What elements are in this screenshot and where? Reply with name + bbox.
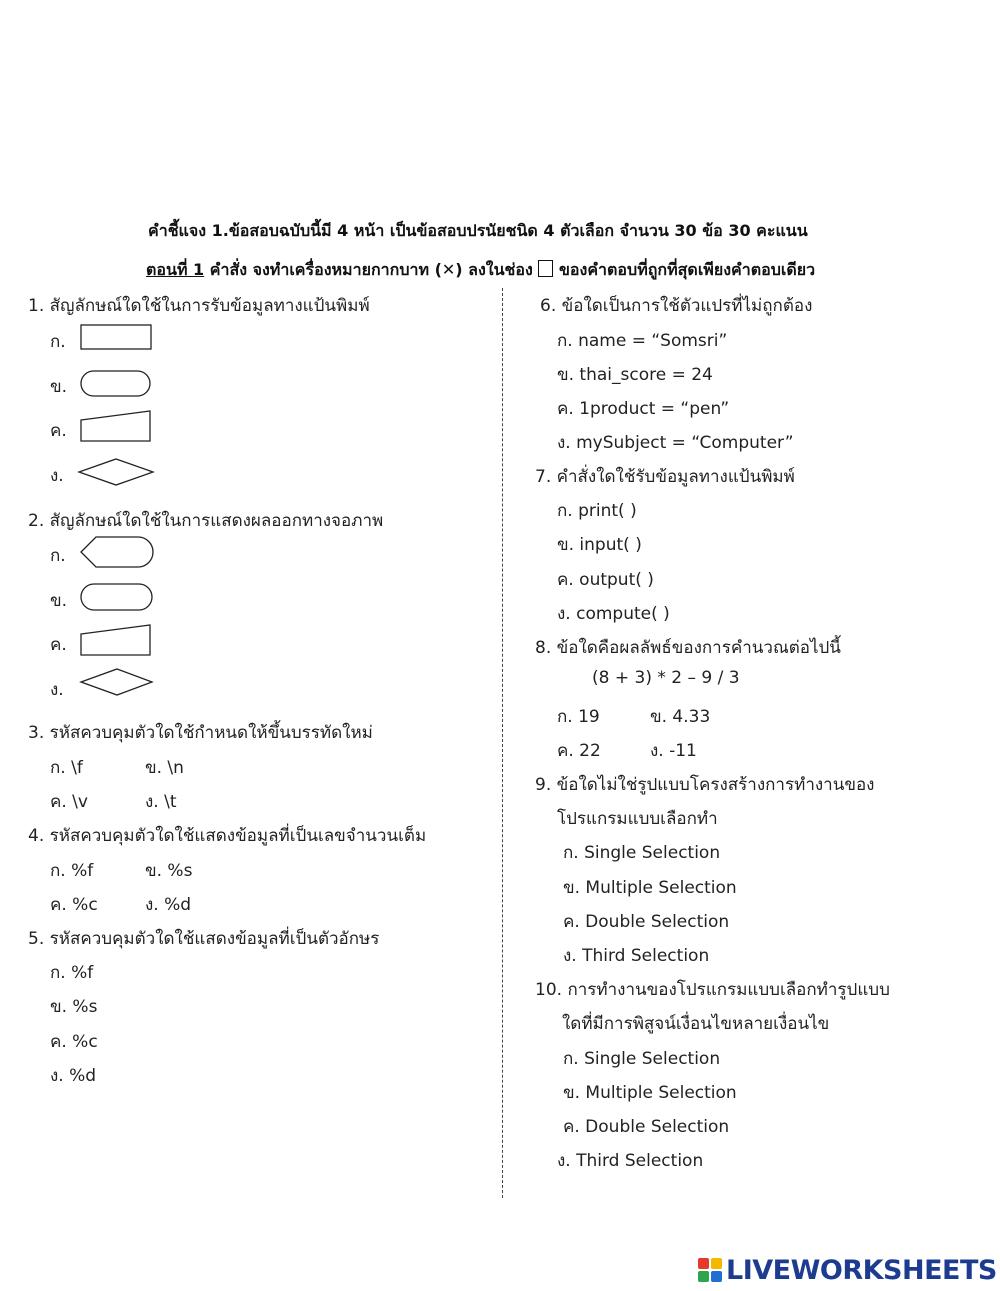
question-10-text-cont: ใดที่มีการพิสูจน์เงื่อนไขหลายเงื่อนไข <box>562 1014 830 1034</box>
logo-block <box>711 1258 722 1269</box>
q7-option-a[interactable]: ก. print( ) <box>557 501 637 521</box>
decision-diamond-icon <box>78 458 154 486</box>
question-3-text: 3. รหัสควบคุมตัวใดใช้กำหนดให้ขึ้นบรรทัดใหม่ <box>28 723 373 743</box>
decision-diamond-icon <box>80 668 154 696</box>
q2-option-b-label[interactable]: ข. <box>50 591 68 611</box>
q4-option-c[interactable]: ค. %c <box>50 895 98 915</box>
q10-option-b[interactable]: ข. Multiple Selection <box>563 1083 737 1103</box>
q10-option-d[interactable]: ง. Third Selection <box>557 1151 704 1171</box>
q2-option-c-label[interactable]: ค. <box>50 635 67 655</box>
instruction-text: คำสั่ง จงทำเครื่องหมายกากบาท (✕) ลงในช่อง <box>209 260 539 279</box>
part-instruction-line <box>146 258 815 283</box>
q8-option-b[interactable]: ข. 4.33 <box>650 707 711 727</box>
logo-text: LIVEWORKSHEETS <box>726 1254 997 1286</box>
display-icon <box>80 536 155 568</box>
terminator-icon <box>80 583 155 611</box>
terminator-icon <box>80 370 152 397</box>
q1-option-d-label[interactable]: ง. <box>50 466 64 486</box>
question-1-text: 1. สัญลักษณ์ใดใช้ในการรับข้อมูลทางแป้นพิมพ์ <box>28 296 370 316</box>
column-divider <box>502 288 503 1198</box>
q5-option-a[interactable]: ก. %f <box>50 963 94 983</box>
manual-input-icon <box>80 624 152 656</box>
q3-option-d[interactable]: ง. \t <box>145 792 177 812</box>
q9-option-a[interactable]: ก. Single Selection <box>563 843 721 863</box>
question-9-text-cont: โปรแกรมแบบเลือกทำ <box>557 809 718 829</box>
question-5-text: 5. รหัสควบคุมตัวใดใช้แสดงข้อมูลที่เป็นตัวอักษร <box>28 929 380 949</box>
question-4-text: 4. รหัสควบคุมตัวใดใช้แสดงข้อมูลที่เป็นเลขจำนวนเต็ม <box>28 826 427 846</box>
q4-option-a[interactable]: ก. %f <box>50 861 94 881</box>
q4-option-d[interactable]: ง. %d <box>145 895 192 915</box>
q1-option-b-label[interactable]: ข. <box>50 377 68 397</box>
q8-option-c[interactable]: ค. 22 <box>557 741 601 761</box>
q5-option-b[interactable]: ข. %s <box>50 997 98 1017</box>
q6-option-a[interactable]: ก. name = “Somsri” <box>557 331 728 351</box>
q7-option-b[interactable]: ข. input( ) <box>557 535 642 555</box>
part-label: ตอนที่ 1 <box>146 260 205 279</box>
manual-input-icon <box>80 410 152 442</box>
q2-option-d-label[interactable]: ง. <box>50 680 64 700</box>
rectangle-process-icon <box>80 324 152 350</box>
q3-option-c[interactable]: ค. \v <box>50 792 88 812</box>
question-6-text: 6. ข้อใดเป็นการใช้ตัวแปรที่ไม่ถูกต้อง <box>540 296 813 316</box>
instruction-text-end: ของคำตอบที่ถูกที่สุดเพียงคำตอบเดียว <box>558 260 816 279</box>
question-8-text: 8. ข้อใดคือผลลัพธ์ของการคำนวณต่อไปนี้ <box>535 638 841 658</box>
q10-option-c[interactable]: ค. Double Selection <box>563 1117 730 1137</box>
question-9-text: 9. ข้อใดไม่ใช่รูปแบบโครงสร้างการทำงานของ <box>535 775 875 795</box>
q7-option-c[interactable]: ค. output( ) <box>557 570 654 590</box>
q3-option-b[interactable]: ข. \n <box>145 758 184 778</box>
q5-option-c[interactable]: ค. %c <box>50 1032 98 1052</box>
instructions-line: คำชี้แจง 1.ข้อสอบฉบับนี้มี 4 หน้า เป็นข้อสอบปรนัยชนิด 4 ตัวเลือก จำนวน 30 ข้อ 30 คะแนน <box>148 221 808 240</box>
q7-option-d[interactable]: ง. compute( ) <box>557 604 670 624</box>
q8-option-a[interactable]: ก. 19 <box>557 707 600 727</box>
liveworksheets-logo[interactable] <box>698 1256 997 1284</box>
logo-block <box>711 1271 722 1282</box>
q3-option-a[interactable]: ก. \f <box>50 758 83 778</box>
question-2-text: 2. สัญลักษณ์ใดใช้ในการแสดงผลออกทางจอภาพ <box>28 511 384 531</box>
q5-option-d[interactable]: ง. %d <box>50 1066 97 1086</box>
checkbox-icon <box>538 260 553 277</box>
logo-block <box>698 1271 709 1282</box>
q6-option-c[interactable]: ค. 1product = “pen” <box>557 399 730 419</box>
question-10-text: 10. การทำงานของโปรแกรมแบบเลือกทำรูปแบบ <box>535 980 890 1000</box>
q9-option-c[interactable]: ค. Double Selection <box>563 912 730 932</box>
q1-option-c-label[interactable]: ค. <box>50 421 67 441</box>
q8-expression: (8 + 3) * 2 – 9 / 3 <box>592 668 740 688</box>
q1-option-a-label[interactable]: ก. <box>50 332 66 352</box>
q6-option-b[interactable]: ข. thai_score = 24 <box>557 365 713 385</box>
q9-option-b[interactable]: ข. Multiple Selection <box>563 878 737 898</box>
question-7-text: 7. คำสั่งใดใช้รับข้อมูลทางแป้นพิมพ์ <box>535 467 795 487</box>
q2-option-a-label[interactable]: ก. <box>50 546 66 566</box>
logo-block <box>698 1258 709 1269</box>
q6-option-d[interactable]: ง. mySubject = “Computer” <box>557 433 794 453</box>
q10-option-a[interactable]: ก. Single Selection <box>563 1049 721 1069</box>
q4-option-b[interactable]: ข. %s <box>145 861 193 881</box>
q8-option-d[interactable]: ง. -11 <box>650 741 697 761</box>
q9-option-d[interactable]: ง. Third Selection <box>563 946 710 966</box>
logo-blocks-icon <box>698 1258 722 1282</box>
